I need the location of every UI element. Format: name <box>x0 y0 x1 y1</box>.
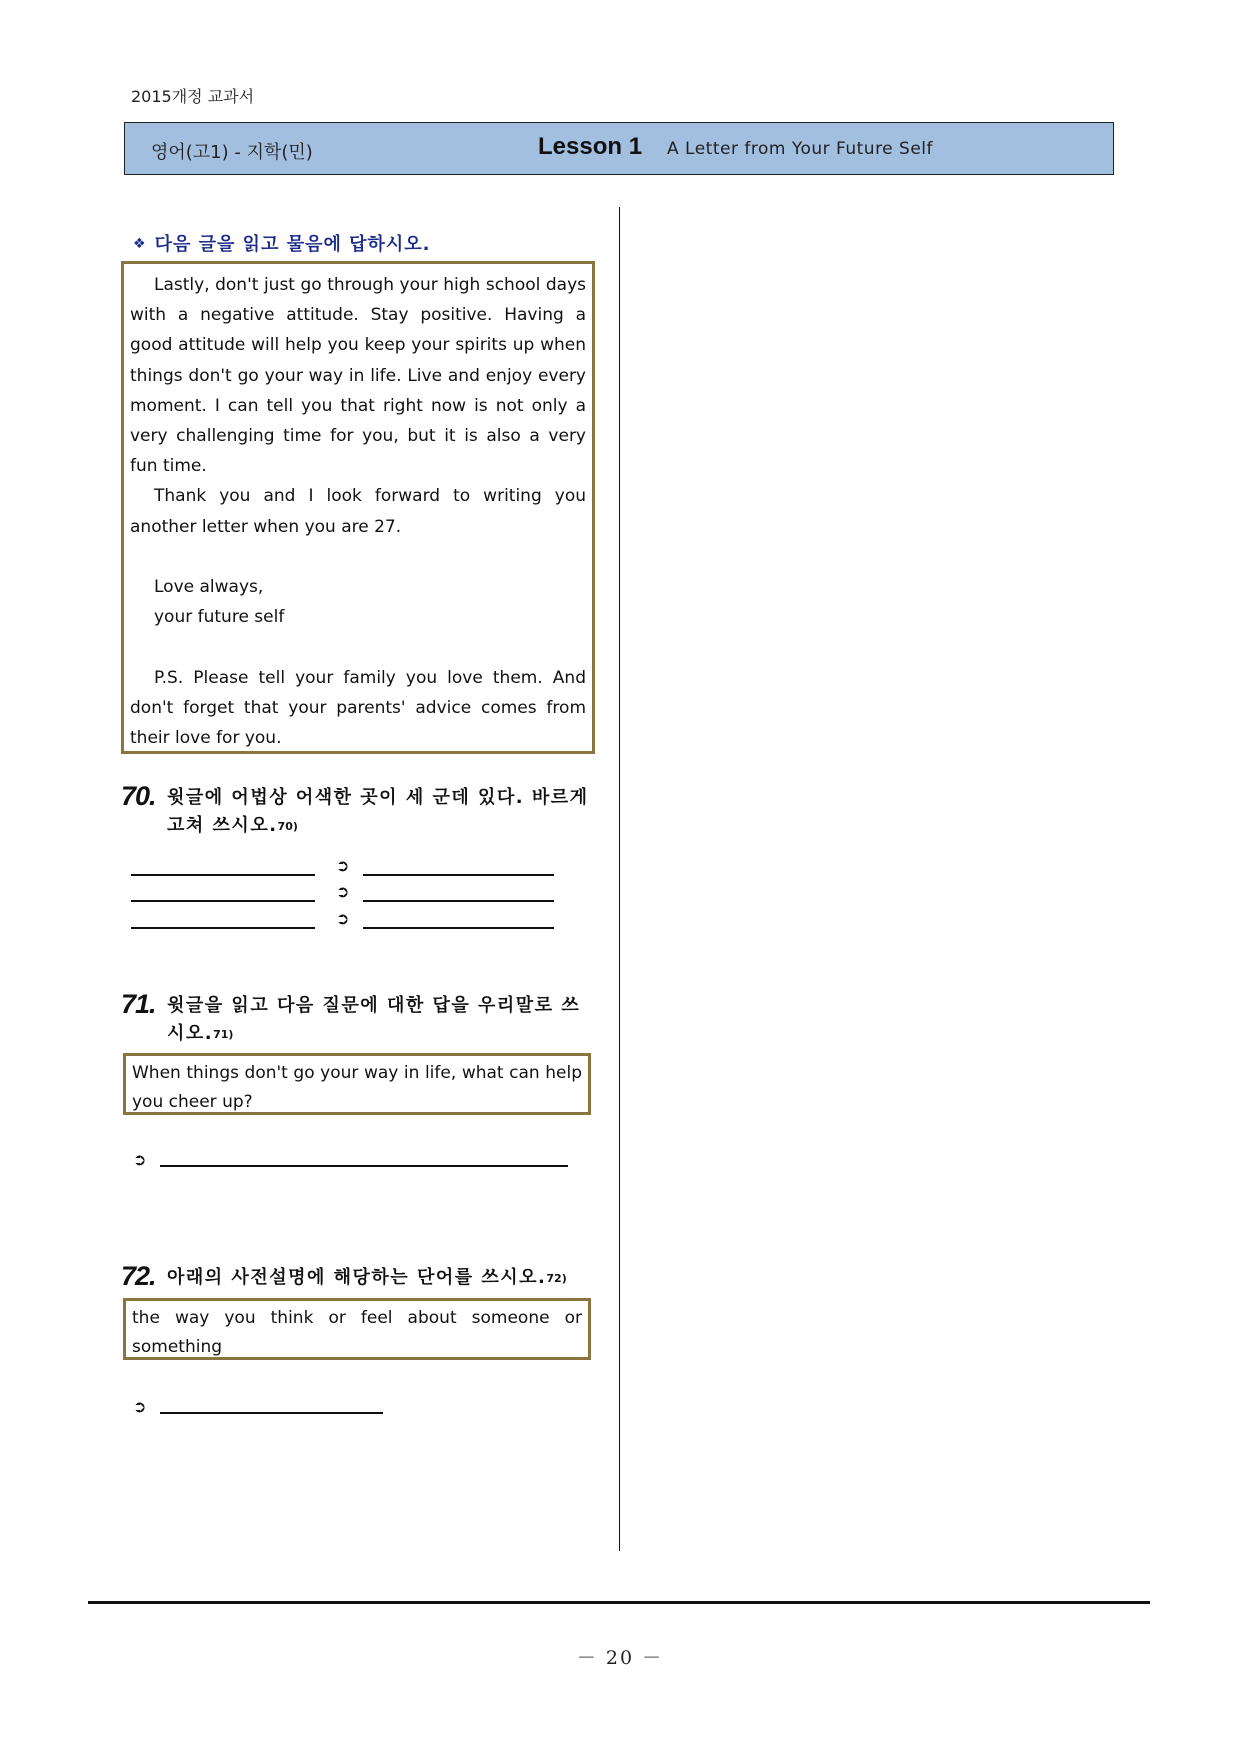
footnote-marker: 71) <box>213 1028 234 1041</box>
section-instruction <box>133 230 431 256</box>
question-text: 아래의 사전설명에 해당하는 단어를 쓰시오. <box>167 1267 547 1288</box>
question-number: 72. <box>121 1261 156 1291</box>
question-number: 71. <box>121 989 156 1019</box>
passage-paragraph: Lastly, don't just go through your high school days with a negative attitude. Stay positive. Having a good attitude will help you keep your spirits up when things don't go your way in life. Live and enjoy every moment. I can tell you that right now is not only a very challenging time for you, but it is also a very fun time. <box>130 275 586 477</box>
question-71-prompt-box <box>123 1053 591 1115</box>
question-72-definition-box <box>123 1298 591 1360</box>
answer-blank-wrong-3[interactable] <box>131 927 315 929</box>
lesson-number: Lesson 1 <box>538 133 643 160</box>
question-72-heading <box>121 1262 601 1293</box>
answer-blank-correct-3[interactable] <box>363 927 554 929</box>
subject-label: 영어(고1) - 지학(민) <box>151 142 313 163</box>
page-number: － 20 － <box>576 1647 664 1669</box>
arrow-right-icon: ➲ <box>133 1150 147 1169</box>
arrow-right-icon: ➲ <box>336 856 350 875</box>
column-divider <box>619 207 620 1551</box>
footnote-marker: 70) <box>277 820 298 833</box>
question-70-heading <box>121 782 601 841</box>
diamond-bullet-icon: ❖ <box>133 236 147 252</box>
question-text: 윗글을 읽고 다음 질문에 대한 답을 우리말로 쓰 <box>167 995 581 1016</box>
instruction-text: 다음 글을 읽고 물음에 답하시오. <box>154 234 431 255</box>
definition-text: the way you think or feel about someone or something <box>132 1308 582 1357</box>
question-number: 70. <box>121 781 156 811</box>
answer-blank-wrong-2[interactable] <box>131 900 315 902</box>
answer-blank-wrong-1[interactable] <box>131 874 315 876</box>
footer-rule <box>88 1601 1150 1604</box>
answer-blank-72[interactable] <box>160 1412 383 1414</box>
letter-signature: your future self <box>154 607 285 628</box>
question-text-cont: 시오. <box>167 1023 214 1044</box>
question-text-cont: 고쳐 쓰시오. <box>167 815 278 836</box>
textbook-edition-label: 2015개정 교과서 <box>131 87 255 106</box>
footnote-marker: 72) <box>546 1272 567 1285</box>
question-71-heading <box>121 990 601 1049</box>
arrow-right-icon: ➲ <box>336 909 350 928</box>
letter-postscript: P.S. Please tell your family you love them. And don't forget that your parents' advice comes from their love for you. <box>130 667 586 749</box>
question-text: 윗글에 어법상 어색한 곳이 세 군데 있다. 바르게 <box>167 787 589 808</box>
prompt-text: When things don't go your way in life, what can help you cheer up? <box>132 1063 582 1112</box>
answer-blank-correct-1[interactable] <box>363 874 554 876</box>
arrow-right-icon: ➲ <box>133 1397 147 1416</box>
reading-passage-box <box>121 261 595 754</box>
answer-blank-correct-2[interactable] <box>363 900 554 902</box>
lesson-title: A Letter from Your Future Self <box>667 139 934 159</box>
letter-closing: Love always, <box>154 577 264 598</box>
passage-paragraph: Thank you and I look forward to writing you another letter when you are 27. <box>130 486 586 537</box>
answer-blank-71[interactable] <box>160 1165 568 1167</box>
lesson-header-bar <box>124 122 1114 175</box>
arrow-right-icon: ➲ <box>336 882 350 901</box>
